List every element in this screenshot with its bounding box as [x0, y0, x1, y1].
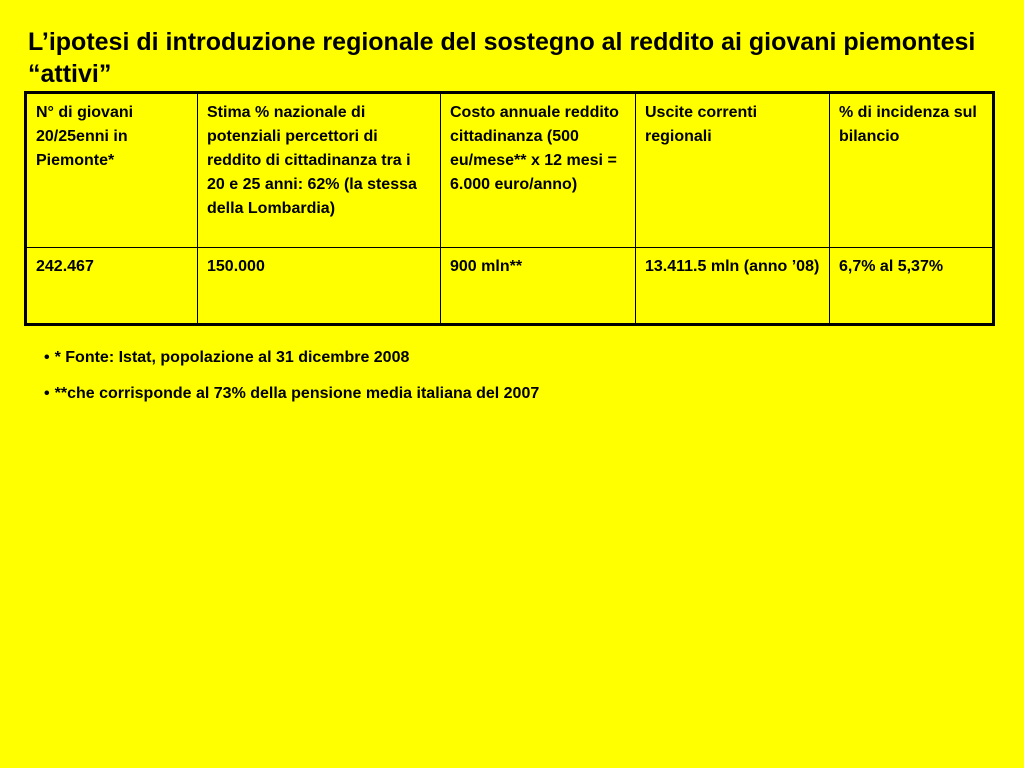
bullet-icon: •: [44, 385, 50, 402]
header-uscite-correnti: Uscite correnti regionali: [636, 93, 830, 248]
footnote-fonte: [44, 346, 539, 370]
cell-incidenza-bilancio: 6,7% al 5,37%: [830, 248, 994, 325]
footnote-pensione: [44, 382, 539, 406]
bullet-icon: •: [44, 349, 50, 366]
footnote-pensione-text: **che corrisponde al 73% della pensione media italiana del 2007: [54, 385, 540, 402]
footnote-fonte-text: * Fonte: Istat, popolazione al 31 dicembre 2008: [54, 349, 410, 366]
header-incidenza-bilancio: % di incidenza sul bilancio: [830, 93, 994, 248]
footnotes-list: [44, 346, 539, 418]
data-table: [24, 91, 995, 326]
header-costo-annuale: Costo annuale reddito cittadinanza (500 eu/mese** x 12 mesi = 6.000 euro/anno): [441, 93, 636, 248]
table-row: [26, 248, 994, 325]
cell-stima-percettori: 150.000: [198, 248, 441, 325]
cell-uscite-correnti: 13.411.5 mln (anno ’08): [636, 248, 830, 325]
cell-costo-annuale: 900 mln**: [441, 248, 636, 325]
cell-giovani-piemonte: 242.467: [26, 248, 198, 325]
header-giovani-piemonte: N° di giovani 20/25enni in Piemonte*: [26, 93, 198, 248]
table-header-row: [26, 93, 994, 248]
header-stima-percettori: Stima % nazionale di potenziali percettori di reddito di cittadinanza tra i 20 e 25 anni: 62% (la stessa della Lombardia): [198, 93, 441, 248]
slide-title: L’ipotesi di introduzione regionale del sostegno al reddito ai giovani piemontesi “attivi”: [28, 28, 976, 88]
